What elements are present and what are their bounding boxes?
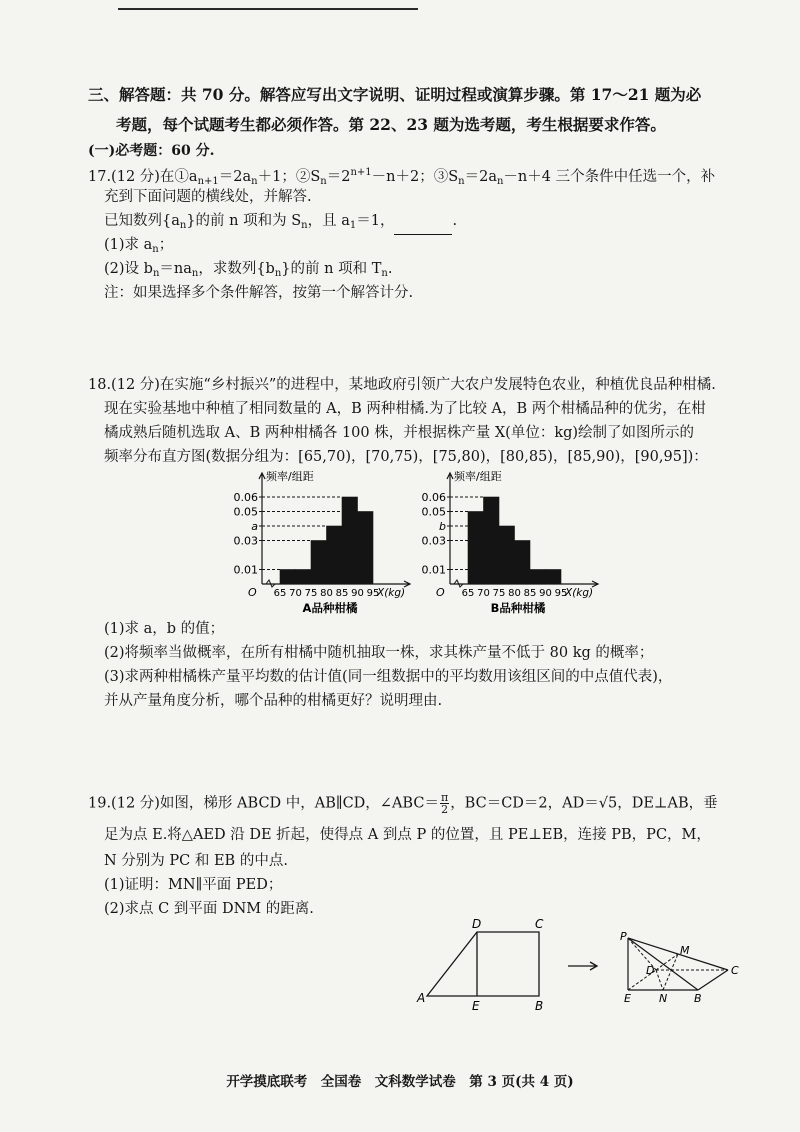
y-axis-label: 频率/组距 (266, 470, 314, 483)
edge-dn (656, 970, 663, 990)
x-axis-label: X(kg) (377, 587, 406, 599)
q17-line3: 已知数列$\{a_n\}$的前 n 项和为 $S_n$，且 $a_1=1$， . (104, 212, 457, 235)
x-tick-label: 90 (351, 588, 364, 599)
label-e2: E (624, 992, 631, 1005)
histogram-bar (311, 541, 327, 585)
label-m: M (680, 944, 690, 957)
y-axis-label: 频率/组距 (454, 470, 502, 483)
q17-part2: (2)设 $b_n=na_n$，求数列$\{b_n\}$的前 n 项和 $T_n$. (104, 261, 393, 279)
q17-line1: 17.(12 分)在$①a_{n+1}=2a_n+1$；$②S_n=2^{n+1}-n+2$；$③S_n=2a_n-n+4$ 三个条件中任选一个，补 (88, 167, 716, 187)
folded-solid-figure (616, 926, 746, 1008)
q19-line3: N 分别为 PC 和 EB 的中点. (104, 853, 288, 869)
x-tick-label: 70 (477, 588, 490, 599)
label-b: B (535, 999, 544, 1013)
histogram-bar (327, 526, 343, 584)
section-heading-line1: 三、解答题：共 70 分。解答应写出文字说明、证明过程或演算步骤。第 17～21 题为必 (88, 85, 702, 104)
y-tick-label: b (439, 520, 446, 533)
histogram-bar (280, 570, 296, 585)
label-a: A (417, 991, 426, 1005)
origin-label: O (248, 586, 257, 599)
top-rule (118, 8, 418, 10)
q19-part1: (1)证明：MN∥平面 PED； (104, 877, 283, 893)
x-tick-label: 65 (461, 588, 475, 599)
required-questions-label: (一)必考题：60 分. (88, 143, 215, 159)
edge-bc (698, 970, 728, 990)
label-c2: C (731, 964, 739, 977)
x-tick-label: 95 (554, 588, 568, 599)
q19-line2: 足为点 E.将△AED 沿 DE 折起，使得点 A 到点 P 的位置，且 PE⊥EB，连接 PB，PC，M， (104, 827, 711, 843)
origin-label: O (436, 586, 445, 599)
q18-part1: (1)求 a，b 的值； (104, 621, 225, 637)
x-tick-label: 75 (304, 588, 318, 599)
histogram-bar (468, 512, 484, 585)
q17-line2: 充到下面问题的横线处，并解答. (104, 189, 312, 205)
answer-blank (394, 222, 452, 235)
q18-line4: 频率分布直方图(数据分组为：[65,70)，[70,75)，[75,80)，[80,85)，[85,90)，[90,95])： (104, 449, 708, 465)
histogram-bar (358, 512, 374, 585)
q19-part2: (2)求点 C 到平面 DNM 的距离. (104, 901, 314, 917)
y-tick-label: 0.06 (421, 491, 446, 504)
trapezoid-figure (405, 918, 565, 1014)
chart-title: B品种柑橘 (490, 601, 546, 615)
q19-line1: 19.(12 分)如图，梯形 ABCD 中，AB∥CD，∠ABC＝ $\frac{\pi}{2}$ ，BC＝CD＝2，AD＝√5，DE⊥AB，垂 (88, 791, 718, 816)
label-d2: D (646, 964, 655, 977)
label-e: E (472, 999, 480, 1013)
x-tick-label: 95 (366, 588, 380, 599)
q18-part3-line2: 并从产量角度分析，哪个品种的柑橘更好？说明理由. (104, 693, 443, 709)
label-n: N (659, 992, 668, 1005)
label-p: P (620, 930, 627, 943)
pi-over-2: $\frac{\pi}{2}$ (440, 791, 449, 816)
q18-part2: (2)将频率当做概率，在所有柑橘中随机抽取一株，求其株产量不低于 80 kg 的概率； (104, 645, 654, 661)
histogram-bar (342, 497, 358, 584)
histogram-bar (499, 526, 515, 584)
y-tick-label: 0.03 (233, 534, 258, 548)
histogram-bar (296, 570, 312, 585)
page-footer: 开学摸底联考 全国卷 文科数学试卷 第 3 页(共 4 页) (226, 1074, 574, 1090)
q17-note: 注：如果选择多个条件解答，按第一个解答计分. (104, 285, 414, 301)
section-heading-line2: 考题，每个试题考生都必须作答。第 22、23 题为选考题，考生根据要求作答。 (116, 115, 666, 134)
chart-title: A品种柑橘 (302, 601, 358, 615)
x-tick-label: 85 (335, 588, 349, 599)
y-tick-label: 0.05 (233, 505, 258, 519)
x-tick-label: 70 (289, 588, 302, 599)
q18-part3-line1: (3)求两种柑橘株产量平均数的估计值(同一组数据中的平均数用该组区间的中点值代表)， (104, 669, 673, 685)
y-tick-label: a (251, 520, 258, 533)
y-tick-label: 0.03 (421, 534, 446, 548)
histogram-b (421, 466, 608, 616)
x-tick-label: 75 (492, 588, 506, 599)
q18-line1: 18.(12 分)在实施“乡村振兴”的进程中，某地政府引领广大农户发展特色农业，种植优良品种柑橘. (88, 377, 716, 393)
y-tick-label: 0.06 (233, 491, 258, 504)
label-d: D (472, 917, 482, 931)
x-axis-label: X(kg) (565, 587, 594, 599)
histogram-bar (515, 541, 531, 585)
q18-line2: 现在实验基地中种植了相同数量的 A，B 两种柑橘.为了比较 A，B 两个柑橘品种的优劣，在柑 (104, 401, 706, 417)
histogram-a (233, 466, 420, 616)
x-tick-label: 85 (523, 588, 537, 599)
x-tick-label: 80 (320, 588, 333, 599)
label-c: C (535, 917, 544, 931)
label-b2: B (694, 992, 702, 1005)
arrow-right-icon (566, 960, 602, 972)
trapezoid-abcd (427, 932, 539, 996)
x-tick-label: 65 (273, 588, 287, 599)
histogram-bar (530, 570, 546, 585)
y-tick-label: 0.01 (233, 563, 258, 577)
x-tick-label: 80 (508, 588, 521, 599)
y-tick-label: 0.01 (421, 563, 446, 577)
histogram-bar (546, 570, 562, 585)
y-tick-label: 0.05 (421, 505, 446, 519)
q18-line3: 橘成熟后随机选取 A、B 两种柑橘各 100 株，并根据株产量 X(单位：kg)绘制了如图所示的 (104, 425, 695, 441)
q17-part1: (1)求 $a_n$； (104, 237, 174, 255)
x-tick-label: 90 (539, 588, 552, 599)
